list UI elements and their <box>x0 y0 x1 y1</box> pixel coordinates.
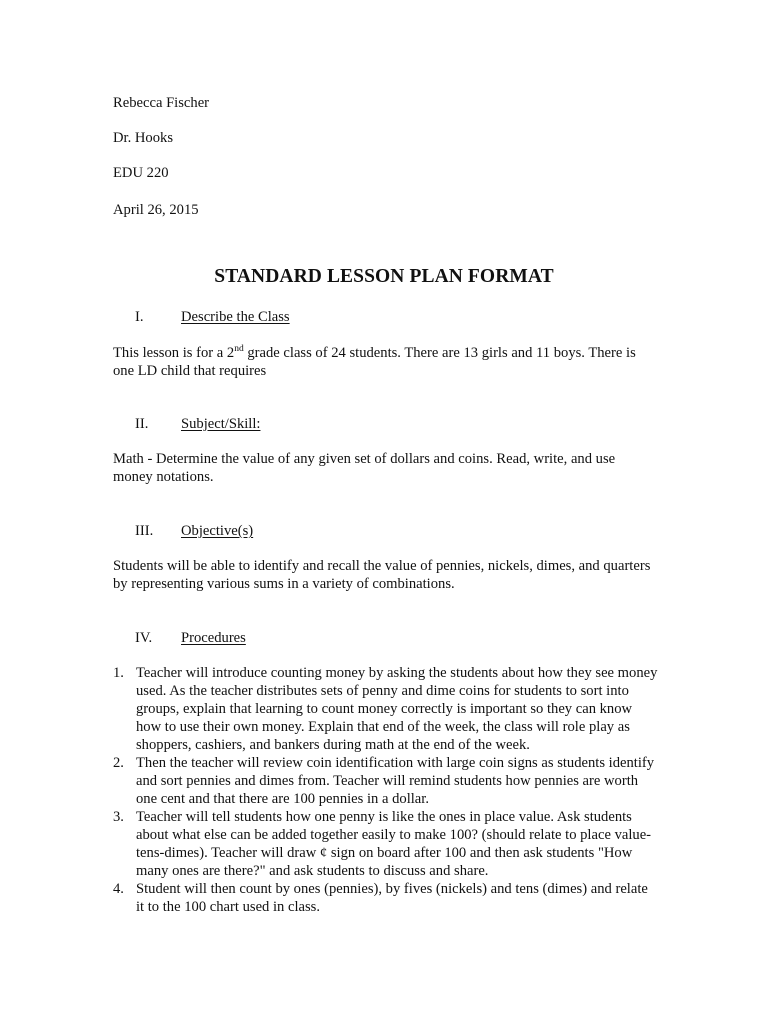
document-date: April 26, 2015 <box>113 202 199 218</box>
section-4-numeral: IV. <box>135 630 153 646</box>
section-2-numeral: II. <box>135 416 149 432</box>
section-3-body: Students will be able to identify and recall the value of pennies, nickels, dimes, and quarters by representing various sums in a variety of combinations. <box>113 558 651 592</box>
procedure-number: 3. <box>113 809 124 825</box>
section-1-numeral: I. <box>135 309 144 325</box>
page-title: STANDARD LESSON PLAN FORMAT <box>214 266 554 287</box>
procedure-item <box>113 754 658 808</box>
ordinal-suffix: nd <box>234 344 244 354</box>
section-3-heading: Objective(s) <box>181 523 254 539</box>
instructor-name: Dr. Hooks <box>113 130 173 146</box>
procedures-list <box>113 664 658 916</box>
procedure-number: 1. <box>113 665 124 681</box>
procedure-item <box>113 880 658 916</box>
author-name: Rebecca Fischer <box>113 95 210 111</box>
procedure-item <box>113 664 658 754</box>
section-1-heading: Describe the Class <box>181 309 290 325</box>
section-1-body-text-cont: grade class of 24 students. There are 13 girls and 11 boys. There is one LD child that requires <box>113 345 636 379</box>
procedure-text: Teacher will introduce counting money by asking the students about how they see money used. As the teacher distributes sets of penny and dime coins for students to sort into groups, explain that learning to count money correctly is important so they can know how to use their own money. Explain that end of the week, the class will role play as shoppers, cashiers, and bankers during math at the end of the week. <box>136 665 658 753</box>
section-2-body: Math - Determine the value of any given set of dollars and coins. Read, write, and use money notations. <box>113 451 616 485</box>
section-2-heading: Subject/Skill: <box>181 416 261 432</box>
procedure-item <box>113 808 658 880</box>
procedure-number: 2. <box>113 755 124 771</box>
procedure-text: Then the teacher will review coin identification with large coin signs as students identify and sort pennies and dimes from. Teacher will remind students how pennies are worth one cent and that there are 100 pennies in a dollar. <box>136 755 655 807</box>
section-1-body-text: This lesson is for a 2 <box>113 345 235 361</box>
section-1-body <box>113 344 653 380</box>
procedure-text: Teacher will tell students how one penny is like the ones in place value. Ask students about what else can be added together easily to make 100? (should relate to place value-tens-dimes). Teacher will draw ¢ sign on board after 100 and then ask students "How many ones are there?" and ask students to discuss and share. <box>136 809 652 879</box>
procedure-text: Student will then count by ones (pennies), by fives (nickels) and tens (dimes) and relate it to the 100 chart used in class. <box>136 881 648 915</box>
section-3-numeral: III. <box>135 523 154 539</box>
course-code: EDU 220 <box>113 165 169 181</box>
procedure-number: 4. <box>113 881 124 897</box>
section-4-heading: Procedures <box>181 630 246 646</box>
